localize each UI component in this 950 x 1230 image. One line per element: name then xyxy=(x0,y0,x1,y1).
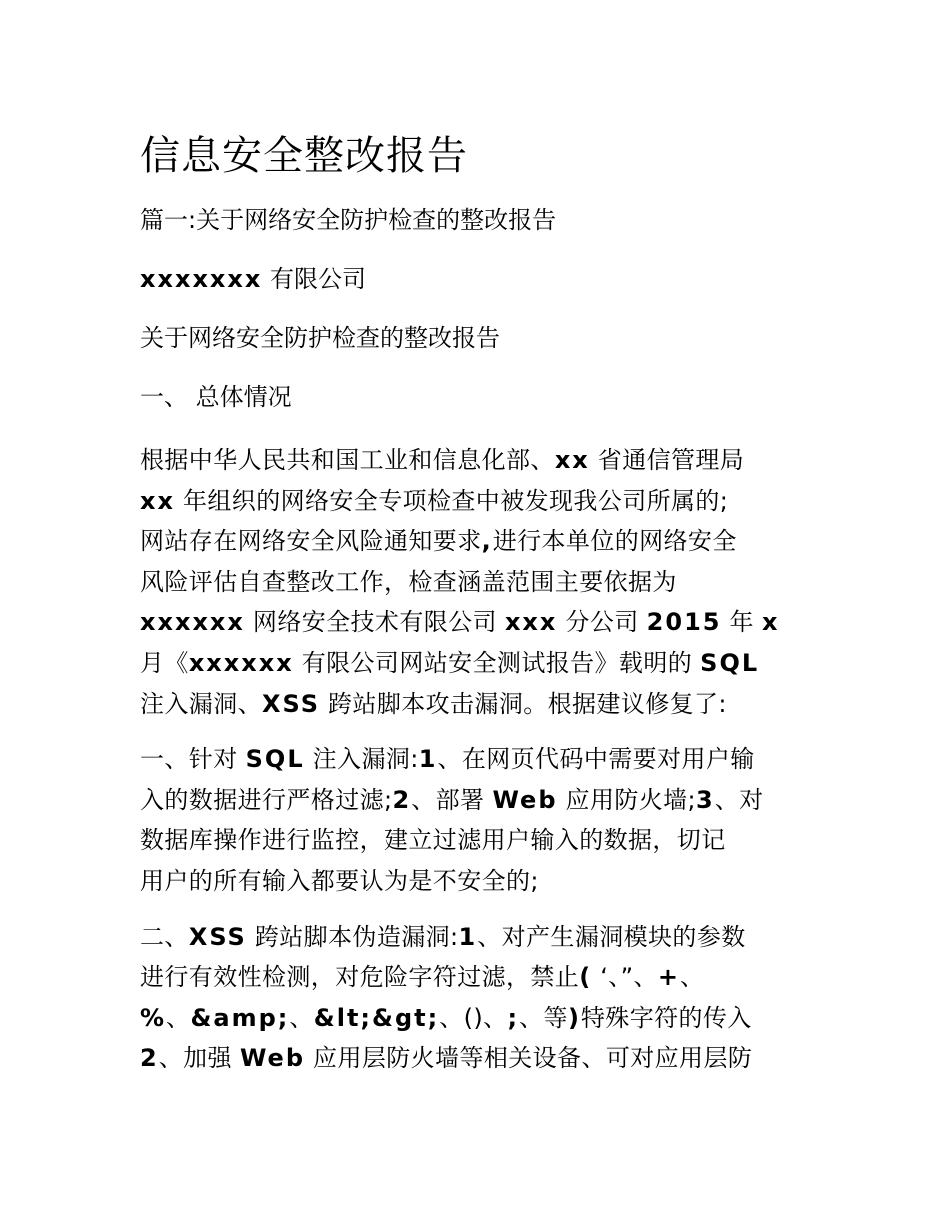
text-line: 进行有效性检测，对危险字符过滤，禁止( ‘、”、+、 xyxy=(140,963,705,992)
company-code: xxxxxxx xyxy=(140,265,263,293)
text-line: 根据中华人民共和国工业和信息化部、xx 省通信管理局 xyxy=(140,446,745,474)
text-line: 用户的所有输入都要认为是不安全的; xyxy=(140,866,539,895)
text-line: 一、针对 SQL 注入漏洞:1、在网页代码中需要对用户输 xyxy=(140,745,755,774)
document-page xyxy=(140,128,820,1094)
company-suffix: 有限公司 xyxy=(262,265,367,293)
text-line: 数据库操作进行监控，建立过滤用户输入的数据，切记 xyxy=(140,826,726,855)
text-line: 风险评估自查整改工作，检查涵盖范围主要依据为 xyxy=(140,567,677,596)
page-title: 信息安全整改报告 xyxy=(140,133,468,179)
section-heading: 一、 总体情况 xyxy=(140,383,292,411)
text-line: 二、XSS 跨站脚本伪造漏洞:1、对产生漏洞模块的参数 xyxy=(140,922,746,951)
paragraph-sql-fix xyxy=(140,739,820,901)
text-line: 月《xxxxxx 有限公司网站安全测试报告》载明的 SQL xyxy=(140,648,760,677)
text-line: 网站存在网络安全风险通知要求,进行本单位的网络安全 xyxy=(140,527,737,556)
text-line: xx 年组织的网络安全专项检查中被发现我公司所属的; xyxy=(140,486,729,515)
text-line: 入的数据进行严格过滤;2、部署 Web 应用防火墙;3、对 xyxy=(140,785,764,814)
text-line: xxxxxx 网络安全技术有限公司 xxx 分公司 2015 年 x xyxy=(140,608,780,637)
paragraph-overview xyxy=(140,440,820,724)
text-line: 注入漏洞、XSS 跨站脚本攻击漏洞。根据建议修复了: xyxy=(140,689,727,718)
text-line: %、&amp;、&lt;&gt;、()、;、等)特殊字符的传入 xyxy=(140,1003,752,1032)
report-title: 关于网络安全防护检查的整改报告 xyxy=(140,324,500,352)
text-line: 2、加强 Web 应用层防火墙等相关设备、可对应用层防 xyxy=(140,1044,753,1073)
subtitle: 篇一:关于网络安全防护检查的整改报告 xyxy=(140,206,557,234)
paragraph-xss-fix xyxy=(140,917,820,1079)
company-line xyxy=(140,263,820,295)
